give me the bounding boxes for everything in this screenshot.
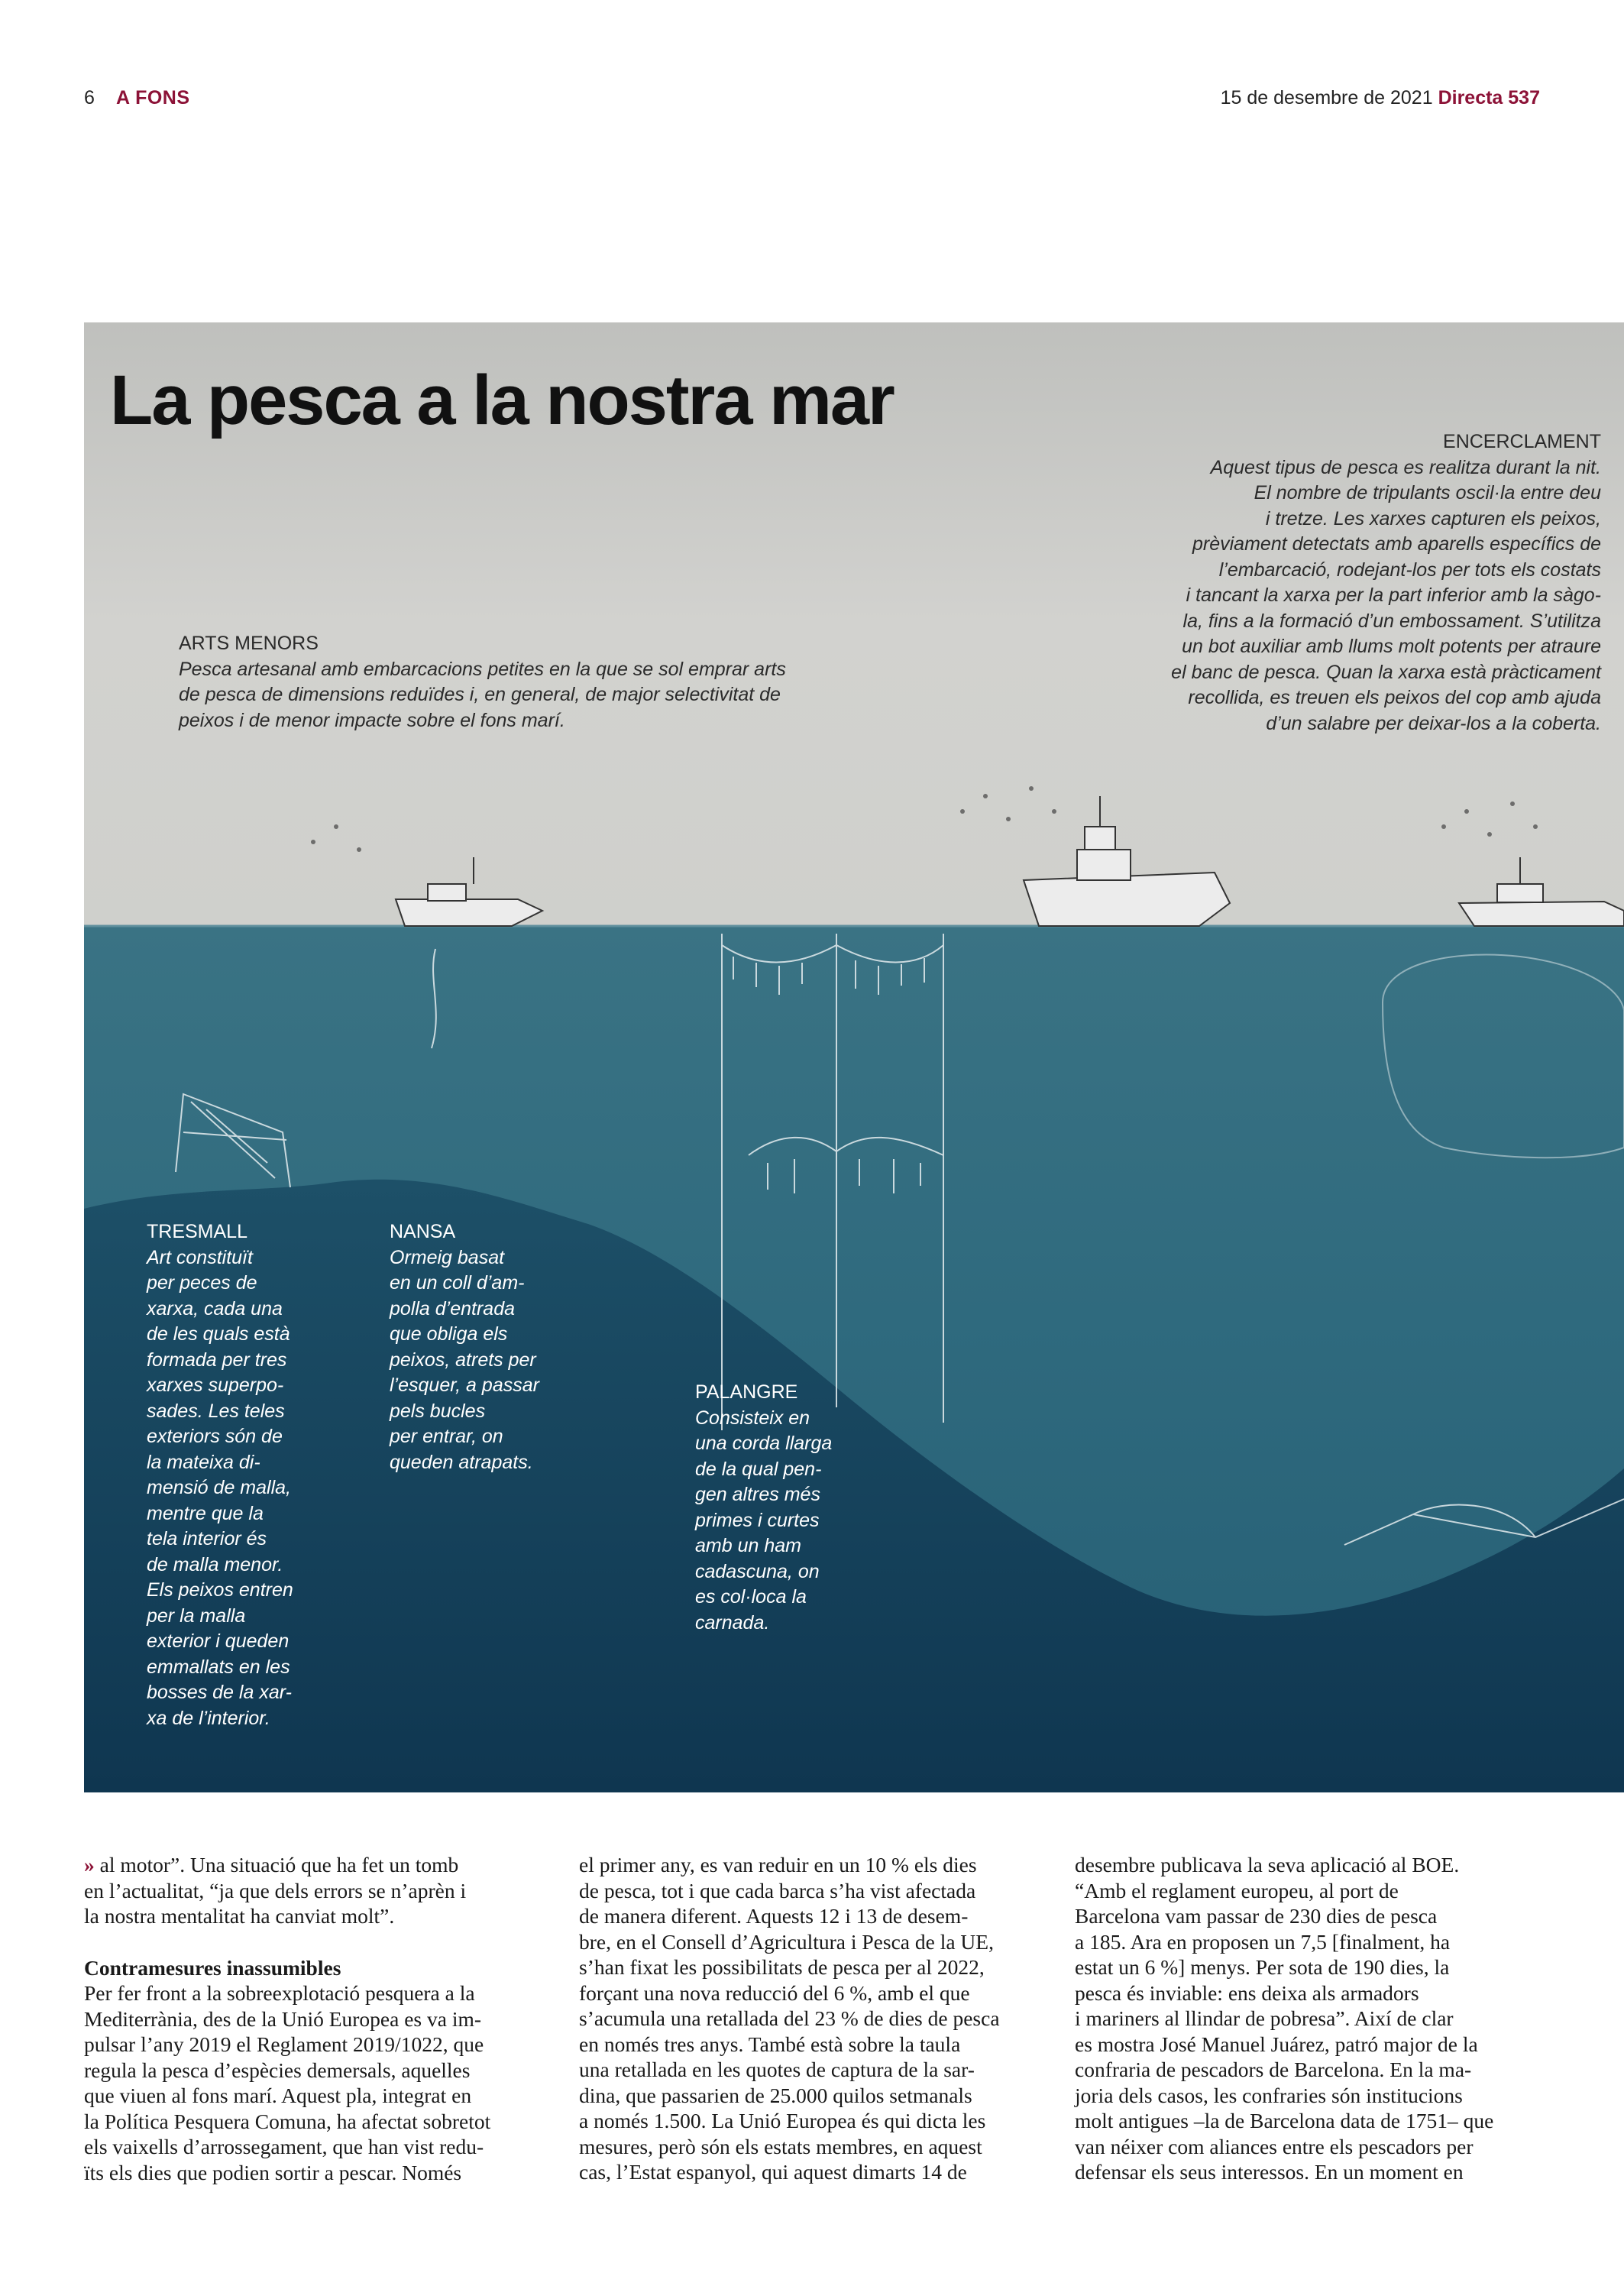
- caption-nansa: [390, 1219, 539, 1475]
- caption-encerclament: [1171, 429, 1601, 737]
- caption-text: Consisteix en una corda llarga de la qual pen- gen altres més primes i curtes amb un ham cadascuna, on es col·loca la carnada.: [695, 1407, 833, 1634]
- caption-label: NANSA: [390, 1221, 456, 1242]
- page-header: [84, 87, 1540, 118]
- page-number: 6: [84, 87, 95, 108]
- caption-label: ENCERCLAMENT: [1443, 431, 1601, 452]
- issue-date: 15 de desembre de 2021: [1220, 87, 1433, 108]
- article-paragraph: [84, 1852, 552, 1929]
- caption-tresmall: [147, 1219, 293, 1731]
- continuation-marker: »: [84, 1853, 95, 1876]
- fishing-illustration: [84, 322, 1624, 1792]
- article-paragraph: desembre publicava la seva aplicació al BOE. “Amb el reglament europeu, al port de Barcelona vam passar de 230 dies de pesca a 185. Ara en proposen un 7,5 [finalment, ha estat un 6 %] menys. Per sota de 190 dies, la pesca és inviable: ens deixa als armadors i mariners al llindar de pobresa”. Així de clar es mostra José Manuel Juárez, patró major de la confraria de pescadors de Barcelona. En la ma- joria dels casos, les confraries són institucions molt antigues –la de Barcelona data de 1751– que van néixer com aliances entre els pescadors per defensar els seus interessos. En un moment en: [1075, 1853, 1494, 2184]
- caption-text: Aquest tipus de pesca es realitza durant la nit. El nombre de tripulants oscil·la entre deu i tretze. Les xarxes capturen els peixos, prèviament detectats amb aparells específics de l’embarcació, rodejant-los per tots els costats i tancant la xarxa per la part inferior amb la sàgo- la, fins a la formació d’un embossament. S’utilitza un bot auxiliar amb llums molt potents per atraure el banc de pesca. Quan la xarxa està pràcticament recollida, es treuen els peixos del cop amb ajuda d’un salabre per deixar-los a la coberta.: [1171, 456, 1601, 734]
- article-paragraph: el primer any, es van reduir en un 10 % els dies de pesca, tot i que cada barca s’ha vist afectada de manera diferent. Aquests 12 i 13 de desem- bre, en el Consell d’Agricultura i Pesca de la UE, s’han fixat les possibilitats de pesca per al 2022, forçant una nova reducció del 6 %, amb el que s’acumula una retallada del 23 % de dies de pesca en només tres anys. També està sobre la taula una retallada en les quotes de captura de la sar- dina, que passarien de 25.000 quilos setmanals a només 1.500. La Unió Europea és qui dicta les mesures, però són els estats membres, en aquest cas, l’Estat espanyol, qui aquest dimarts 14 de: [579, 1853, 1000, 2184]
- article-subheading: Contramesures inassumibles: [84, 1955, 341, 1980]
- article-body: [84, 1852, 1540, 2203]
- caption-palangre: [695, 1380, 832, 1636]
- caption-text: Pesca artesanal amb embarcacions petites en la que se sol emprar arts de pesca de dimensions reduïdes i, en general, de major selectivitat de peixos i de menor impacte sobre el fons marí.: [179, 658, 786, 731]
- caption-label: ARTS MENORS: [179, 633, 319, 654]
- issue-info: [1221, 87, 1540, 109]
- caption-label: TRESMALL: [147, 1221, 247, 1242]
- article-column-1: [84, 1852, 552, 2185]
- publication-name: Directa 537: [1438, 87, 1540, 108]
- article-column-3: [1075, 1852, 1542, 2185]
- caption-label: PALANGRE: [695, 1381, 798, 1403]
- article-column-2: [579, 1852, 1047, 2185]
- caption-arts-menors: [179, 631, 786, 733]
- caption-text: Art constituït per peces de xarxa, cada una de les quals està formada per tres xarxes superpo- sades. Les teles exteriors són de la mateixa di- mensió de malla, mentre que la tela interior és de malla menor. Els peixos entren per la malla exterior i queden emmallats en les bosses de la xar- xa de l’interior.: [147, 1246, 293, 1729]
- article-paragraph: Per fer front a la sobreexplotació pesquera a la Mediterrània, des de la Unió Europea es va im- pulsar l’any 2019 el Reglament 2019/1022, que regula la pesca d’espècies demersals, aquelles que viuen al fons marí. Aquest pla, integrat en la Política Pesquera Comuna, ha afectat sobretot els vaixells d’arrossegament, que han vist redu- ïts els dies que podien sortir a pescar. Només: [84, 1981, 491, 2184]
- caption-text: Ormeig basat en un coll d’am- polla d’entrada que obliga els peixos, atrets per l’esquer, a passar pels bucles per entrar, on queden atrapats.: [390, 1246, 539, 1473]
- illustration-title: La pesca a la nostra mar: [110, 361, 894, 439]
- article-text: al motor”. Una situació que ha fet un tomb en l’actualitat, “ja que dels errors se n’aprèn i la nostra mentalitat ha canviat molt”.: [84, 1853, 467, 1928]
- section-label: A FONS: [116, 87, 190, 108]
